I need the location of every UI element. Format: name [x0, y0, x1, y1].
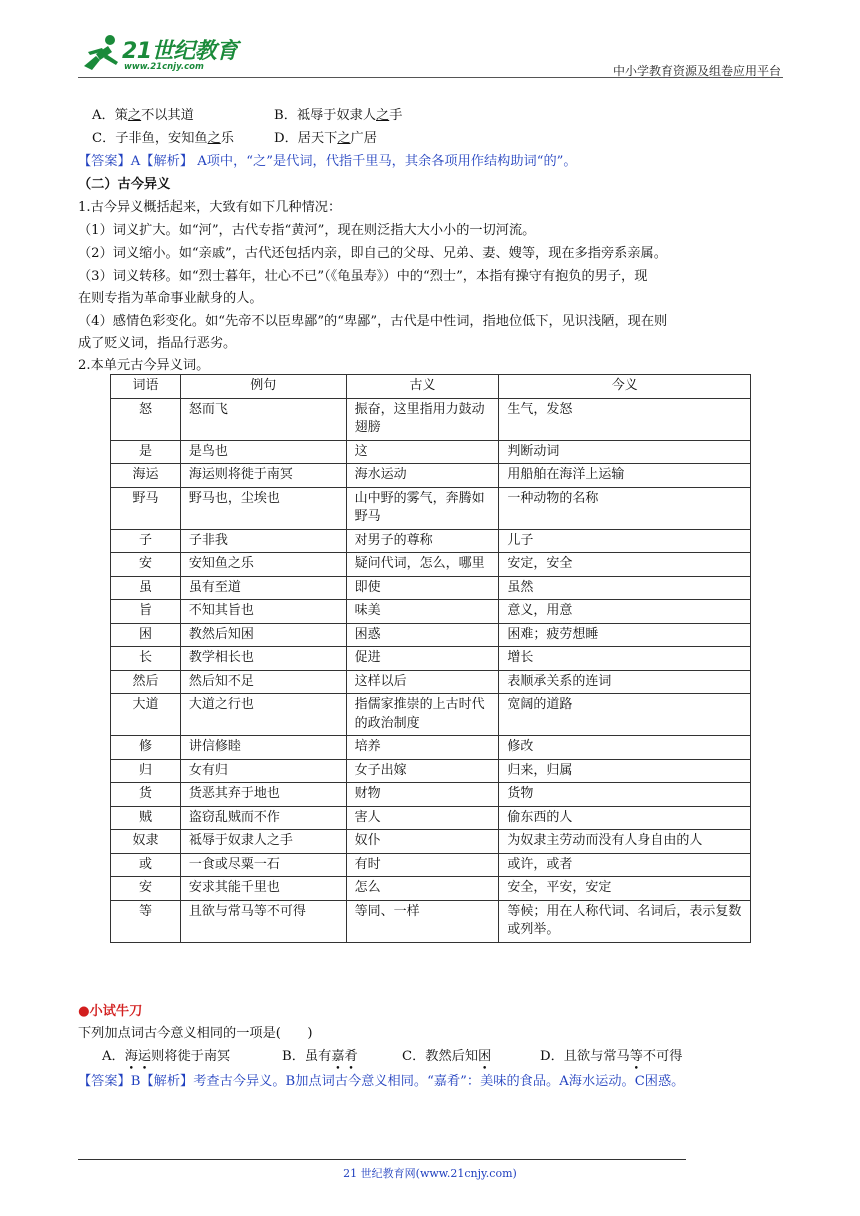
cell-ancient: 即使 [346, 576, 499, 600]
cell-example: 虽有至道 [180, 576, 346, 600]
cell-modern: 偷东西的人 [499, 806, 751, 830]
cell-example: 怒而飞 [180, 398, 346, 440]
logo-text: 21世纪教育 [122, 39, 238, 64]
cell-word: 怒 [111, 398, 181, 440]
cell-word: 奴隶 [111, 830, 181, 854]
table-row [111, 647, 751, 671]
cell-modern: 安定，安全 [499, 553, 751, 577]
cell-example: 讲信修睦 [180, 736, 346, 760]
section-intro: 1.古今异义概括起来，大致有如下几种情况： [78, 200, 342, 215]
cell-example: 是鸟也 [180, 440, 346, 464]
cell-ancient: 培养 [346, 736, 499, 760]
cell-modern: 等候；用在人称代词、名词后，表示复数或列举。 [499, 900, 751, 942]
cell-modern: 增长 [499, 647, 751, 671]
cell-example: 子非我 [180, 529, 346, 553]
cell-example: 大道之行也 [180, 694, 346, 736]
cell-example: 不知其旨也 [180, 600, 346, 624]
q1-answer: 【答案】A【解析】 A项中，“之”是代词，代指千里马，其余各项用作结构助词“的”。 [78, 154, 577, 169]
para-3b: 在则专指为革命事业献身的人。 [78, 291, 263, 306]
cell-modern: 安全，平安，安定 [499, 877, 751, 901]
para-4b: 成了贬义词，指品行恶劣。 [78, 336, 237, 351]
table-row [111, 830, 751, 854]
cell-word: 困 [111, 623, 181, 647]
q1-opt-a-post: 不以其道 [141, 108, 194, 123]
cell-ancient: 奴仆 [346, 830, 499, 854]
cell-word: 大道 [111, 694, 181, 736]
logo-url: www.21cnjy.com [124, 62, 204, 72]
cell-modern: 生气，发怒 [499, 398, 751, 440]
platform-name: 中小学教育资源及组卷应用平台 [612, 64, 781, 78]
table-row [111, 736, 751, 760]
q1-opt-a-pre: A．策 [92, 108, 128, 123]
cell-word: 子 [111, 529, 181, 553]
table-row [111, 553, 751, 577]
table-row [111, 694, 751, 736]
table-row [111, 529, 751, 553]
table-row [111, 806, 751, 830]
table-row [111, 398, 751, 440]
practice-option-b: B．虽有嘉肴 [282, 1049, 358, 1064]
practice-title: ●小试牛刀 [78, 1004, 143, 1019]
cell-modern: 困难；疲劳想睡 [499, 623, 751, 647]
cell-ancient: 这样以后 [346, 670, 499, 694]
cell-word: 虽 [111, 576, 181, 600]
cell-ancient: 怎么 [346, 877, 499, 901]
table-row [111, 759, 751, 783]
cell-ancient: 海水运动 [346, 464, 499, 488]
cell-modern: 为奴隶主劳动而没有人身自由的人 [499, 830, 751, 854]
table-title: 2.本单元古今异义词。 [78, 358, 210, 373]
cell-modern: 一种动物的名称 [499, 487, 751, 529]
section-heading: （二）古今异义 [78, 177, 171, 192]
cell-word: 货 [111, 783, 181, 807]
cell-example: 货恶其弃于地也 [180, 783, 346, 807]
footer-divider [78, 1159, 686, 1160]
cell-ancient: 女子出嫁 [346, 759, 499, 783]
cell-ancient: 等同、一样 [346, 900, 499, 942]
cell-example: 祗辱于奴隶人之手 [180, 830, 346, 854]
footer-text: 21 世纪教育网(www.21cnjy.com) [343, 1167, 517, 1180]
cell-ancient: 财物 [346, 783, 499, 807]
cell-word: 贼 [111, 806, 181, 830]
cell-word: 野马 [111, 487, 181, 529]
cell-ancient: 疑问代词，怎么，哪里 [346, 553, 499, 577]
cell-ancient: 振奋，这里指用力鼓动翅膀 [346, 398, 499, 440]
para-4a: （4）感情色彩变化。如“先帝不以臣卑鄙”的“卑鄙”，古代是中性词，指地位低下，见识浅陋，现在则 [78, 314, 668, 329]
q1-option-c: C．子非鱼，安知鱼之乐 [92, 131, 234, 146]
cell-ancient: 害人 [346, 806, 499, 830]
para-2: （2）词义缩小。如“亲戚”，古代还包括内亲，即自己的父母、兄弟、妻、嫂等，现在多指旁系亲属。 [78, 246, 667, 261]
table-row [111, 576, 751, 600]
table-row [111, 877, 751, 901]
cell-word: 海运 [111, 464, 181, 488]
cell-modern: 归来，归属 [499, 759, 751, 783]
cell-ancient: 指儒家推崇的上古时代的政治制度 [346, 694, 499, 736]
practice-answer: 【答案】B【解析】考查古今异义。B加点词古今意义相同。“嘉肴”：美味的食品。A海水运动。C困惑。 [78, 1074, 685, 1089]
runner-logo-icon [78, 32, 122, 74]
table-header-row [111, 375, 751, 399]
table-row [111, 487, 751, 529]
cell-ancient: 这 [346, 440, 499, 464]
cell-modern: 虽然 [499, 576, 751, 600]
cell-example: 野马也，尘埃也 [180, 487, 346, 529]
cell-modern: 表顺承关系的连词 [499, 670, 751, 694]
cell-example: 安求其能千里也 [180, 877, 346, 901]
cell-example: 盗窃乱贼而不作 [180, 806, 346, 830]
cell-example: 教然后知困 [180, 623, 346, 647]
cell-ancient: 有时 [346, 853, 499, 877]
cell-word: 长 [111, 647, 181, 671]
cell-word: 安 [111, 877, 181, 901]
page-header [78, 28, 783, 78]
cell-modern: 或许，或者 [499, 853, 751, 877]
header-modern: 今义 [499, 375, 751, 399]
cell-ancient: 味美 [346, 600, 499, 624]
para-3a: （3）词义转移。如“烈士暮年，壮心不已”（《龟虽寿》）中的“烈士”，本指有操守有抱负的男子，现 [78, 269, 648, 284]
cell-example: 一食或尽粟一石 [180, 853, 346, 877]
cell-example: 海运则将徙于南冥 [180, 464, 346, 488]
cell-example: 然后知不足 [180, 670, 346, 694]
vocab-table [110, 374, 751, 943]
cell-ancient: 山中野的雾气，奔腾如野马 [346, 487, 499, 529]
q1-option-b: B．祗辱于奴隶人之手 [274, 108, 403, 123]
practice-option-c: C．教然后知困 [402, 1049, 492, 1064]
header-divider [78, 77, 783, 78]
para-1: （1）词义扩大。如“河”，古代专指“黄河”，现在则泛指大大小小的一切河流。 [78, 223, 536, 238]
cell-word: 等 [111, 900, 181, 942]
cell-word: 修 [111, 736, 181, 760]
cell-word: 归 [111, 759, 181, 783]
cell-modern: 判断动词 [499, 440, 751, 464]
cell-example: 教学相长也 [180, 647, 346, 671]
cell-word: 安 [111, 553, 181, 577]
q1-option-a [92, 107, 194, 125]
table-row [111, 440, 751, 464]
table-row [111, 670, 751, 694]
cell-word: 然后 [111, 670, 181, 694]
cell-modern: 用船舶在海洋上运输 [499, 464, 751, 488]
cell-ancient: 促进 [346, 647, 499, 671]
table-row [111, 853, 751, 877]
table-row [111, 464, 751, 488]
cell-word: 或 [111, 853, 181, 877]
practice-option-a: A．海运则将徙于南冥 [102, 1049, 231, 1064]
cell-word: 旨 [111, 600, 181, 624]
cell-modern: 意义，用意 [499, 600, 751, 624]
cell-ancient: 困惑 [346, 623, 499, 647]
cell-word: 是 [111, 440, 181, 464]
table-row [111, 900, 751, 942]
logo [78, 32, 248, 74]
header-word: 词语 [111, 375, 181, 399]
q1-option-d: D．居天下之广居 [274, 131, 377, 146]
table-row [111, 600, 751, 624]
q1-opt-a-zhi: 之 [127, 108, 142, 123]
cell-modern: 宽阔的道路 [499, 694, 751, 736]
practice-option-d: D．且欲与常马等不可得 [540, 1049, 683, 1064]
cell-modern: 修改 [499, 736, 751, 760]
cell-example: 且欲与常马等不可得 [180, 900, 346, 942]
header-example: 例句 [180, 375, 346, 399]
header-ancient: 古义 [346, 375, 499, 399]
table-row [111, 783, 751, 807]
cell-example: 安知鱼之乐 [180, 553, 346, 577]
cell-ancient: 对男子的尊称 [346, 529, 499, 553]
cell-example: 女有归 [180, 759, 346, 783]
cell-modern: 货物 [499, 783, 751, 807]
practice-question: 下列加点词古今意义相同的一项是( ) [78, 1026, 313, 1041]
table-row [111, 623, 751, 647]
cell-modern: 儿子 [499, 529, 751, 553]
